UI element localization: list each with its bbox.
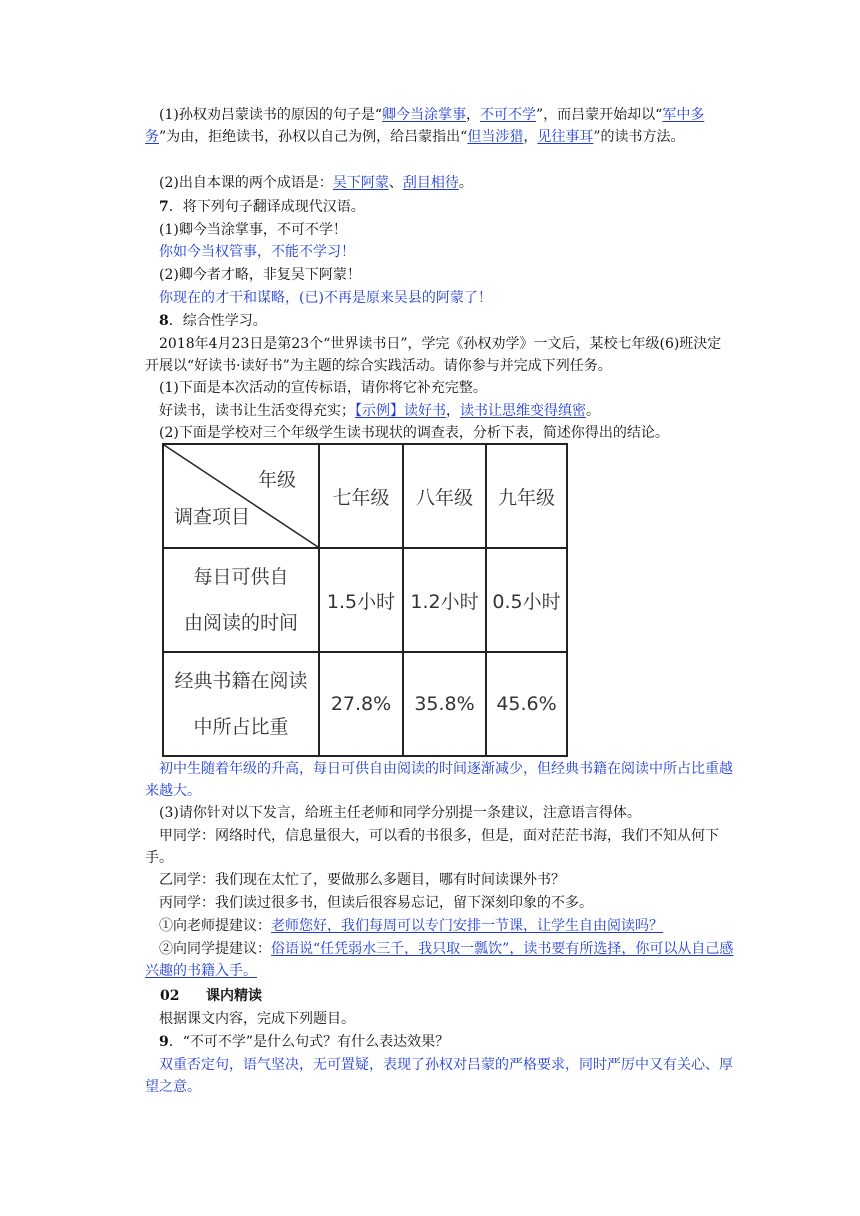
answer-blank: 读书让思维变得缜密 (460, 403, 586, 419)
section-heading: 02 课内精读 (160, 988, 262, 1004)
table-cell: 27.8% (319, 652, 403, 756)
q7-sentence2: (2)卿今者才略，非复吴下阿蒙！ (159, 267, 361, 283)
row-header: 每日可供自 由阅读的时间 (163, 548, 319, 652)
survey-table (162, 443, 568, 757)
column-header: 七年级 (319, 444, 403, 548)
q8-title: 8．综合性学习。 (159, 313, 267, 329)
answer-blank: 吴下阿蒙 (332, 175, 389, 191)
corner-top-label: 年级 (257, 469, 296, 491)
q9-answer: 双重否定句，语气坚决，无可置疑，表现了孙权对吕蒙的严格要求，同时严厉中又有关心、厚望之意。 (145, 1057, 733, 1095)
row-header: 经典书籍在阅读 中所占比重 (163, 652, 319, 756)
diagonal-line (164, 445, 318, 547)
suggestion-classmates: ②向同学提建议：俗语说“任凭弱水三千，我只取一瓢饮”，读书要有所选择，你可以从自己感兴趣的书籍入手。 (145, 941, 734, 979)
q8-task1: (1)下面是本次活动的宣传标语，请你将它补充完整。 (159, 380, 487, 396)
q7-answer2: 你现在的才干和谋略，(已)不再是原来吴县的阿蒙了！ (159, 290, 492, 306)
q7-answer1: 你如今当权管事，不能不学习！ (159, 244, 355, 260)
statement-yi: 乙同学：我们现在太忙了，要做那么多题目，哪有时间读课外书？ (159, 872, 565, 888)
table-cell: 1.2小时 (403, 548, 486, 652)
table-corner-cell (163, 444, 319, 548)
answer-blank: 但当涉猎 (467, 129, 524, 145)
corner-bottom-label: 调查项目 (174, 506, 251, 528)
section-instruction: 根据课文内容，完成下列题目。 (159, 1011, 355, 1027)
answer-blank: 军中多务 (145, 107, 705, 145)
table-cell: 0.5小时 (486, 548, 567, 652)
answer-blank: 卿今当涂掌事 (382, 107, 466, 123)
answer-blank: 见往事耳 (537, 129, 594, 145)
q8-intro: 2018年4月23日是第23个“世界读书日”，学完《孙权劝学》一文后，某校七年级(6)班決定开展以“好读书·读好书”为主题的综合实践活动。请你参与并完成下列任务。 (145, 336, 722, 374)
q6-part2: (2)出自本课的两个成语是：吴下阿蒙、刮目相待。 (159, 175, 473, 191)
statement-jia: 甲同学：网络时代，信息量很大，可以看的书很多，但是，面对茫茫书海，我们不知从何下手。 (145, 828, 719, 866)
q9-title: 9．“不可不学”是什么句式？有什么表达效果？ (159, 1034, 450, 1050)
suggestion-teacher: ①向老师提建议：老师您好，我们每周可以专门安排一节课，让学生自由阅读吗？ (159, 918, 663, 934)
table-cell: 35.8% (403, 652, 486, 756)
answer-blank: 刮目相待 (402, 175, 459, 191)
statement-bing: 丙同学：我们读过很多书，但读后很容易忘记，留下深刻印象的不多。 (159, 895, 593, 911)
table-cell: 1.5小时 (319, 548, 403, 652)
column-header: 八年级 (403, 444, 486, 548)
q7-title: 7．将下列句子翻译成现代汉语。 (159, 199, 365, 215)
q8-task3: (3)请你针对以下发言，给班主任老师和同学分别提一条建议，注意语言得体。 (159, 805, 641, 821)
q8-slogan: 好读书，读书让生活变得充实；【示例】读好书，读书让思维变得缜密。 (159, 403, 600, 419)
q7-sentence1: (1)卿今当涂掌事，不可不学！ (159, 222, 347, 238)
table-cell: 45.6% (486, 652, 567, 756)
q8-conclusion: 初中生随着年级的升高，每日可供自由阅读的时间逐渐减少，但经典书籍在阅读中所占比重越来越大。 (145, 761, 733, 799)
answer-blank: 俗语说“任凭弱水三千，我只取一瓢饮”，读书要有所选择，你可以从自己感兴趣的书籍入手。 (145, 941, 734, 979)
answer-blank: 【示例】读好书 (355, 403, 446, 419)
column-header: 九年级 (486, 444, 567, 548)
q6-part1: (1)孙权劝吕蒙读书的原因的句子是“卿今当涂掌事，不可不学”，而吕蒙开始却以“军中多务”为由，拒绝读书，孙权以自己为例，给吕蒙指出“但当涉猎，见往事耳”的读书方法。 (145, 107, 705, 145)
answer-blank: 老师您好，我们每周可以专门安排一节课，让学生自由阅读吗？ (271, 918, 663, 934)
q8-task2: (2)下面是学校对三个年级学生读书现状的调查表，分析下表，简述你得出的结论。 (159, 425, 669, 441)
answer-blank: 不可不学 (480, 107, 536, 123)
